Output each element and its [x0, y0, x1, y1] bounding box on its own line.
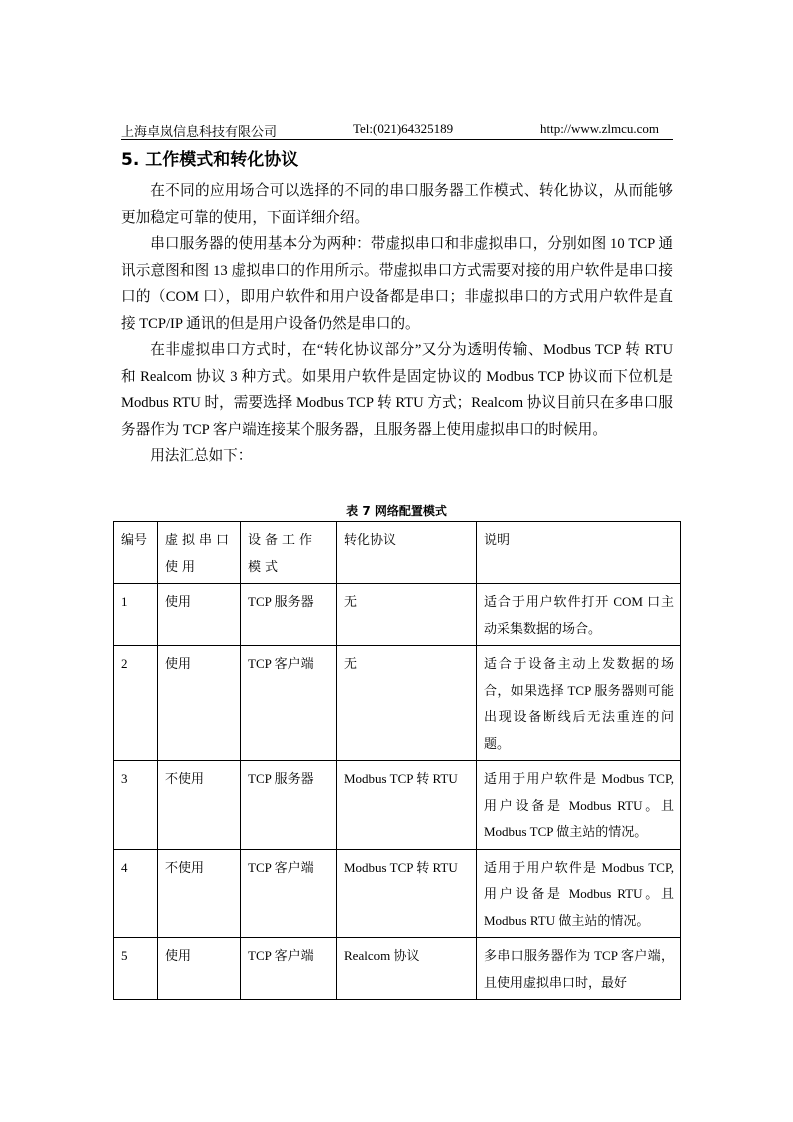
table-row [114, 938, 681, 1000]
cell-protocol: 无 [337, 584, 477, 646]
header-telephone: Tel:(021)64325189 [353, 121, 454, 136]
cell-description: 适用于用户软件是 Modbus TCP,用户设备是 Modbus RTU。且 Modbus RTU 做主站的情况。 [477, 849, 681, 938]
paragraph-serial-usage: 串口服务器的使用基本分为两种：带虚拟串口和非虚拟串口，分别如图 10 TCP 通讯示意图和图 13 虚拟串口的作用所示。带虚拟串口方式需要对接的用户软件是串口接口的（COM 口），即用户软件和用户设备都是串口；非虚拟串口的方式用户软件是直接 TCP/IP 通讯的但是用户设备仍然是串口的。 [121, 236, 673, 332]
paragraph-protocol-modes: 在非虚拟串口方式时，在“转化协议部分”又分为透明传输、Modbus TCP 转 RTU 和 Realcom 协议 3 种方式。如果用户软件是固定协议的 Modbus TCP 协议而下位机是 Modbus RTU 时，需要选择 Modbus TCP 转 RTU 方式；Realcom 协议目前只在多串口服务器作为 TCP 客户端连接某个服务器，且服务器上使用虚拟串口的时候用。 [121, 342, 673, 438]
header-protocol: 转化协议 [337, 522, 477, 584]
paragraph-intro: 在不同的应用场合可以选择的不同的串口服务器工作模式、转化协议，从而能够更加稳定可靠的使用，下面详细介绍。 [121, 183, 673, 226]
cell-description: 适用于用户软件是 Modbus TCP,用户设备是 Modbus RTU。且 Modbus TCP 做主站的情况。 [477, 761, 681, 850]
cell-protocol: 无 [337, 646, 477, 761]
cell-work-mode: TCP 客户端 [241, 938, 337, 1000]
table-caption: 表 7 网络配置模式 [346, 504, 447, 518]
table-row [114, 849, 681, 938]
table-row [114, 761, 681, 850]
network-config-table [113, 521, 681, 1000]
cell-number: 2 [114, 646, 158, 761]
cell-virtual-serial: 使用 [158, 584, 241, 646]
cell-protocol: Modbus TCP 转 RTU [337, 849, 477, 938]
cell-work-mode: TCP 服务器 [241, 584, 337, 646]
page-header [121, 121, 673, 140]
cell-work-mode: TCP 服务器 [241, 761, 337, 850]
section-title: 5. 工作模式和转化协议 [121, 150, 299, 170]
cell-protocol: Modbus TCP 转 RTU [337, 761, 477, 850]
cell-number: 3 [114, 761, 158, 850]
cell-virtual-serial: 使用 [158, 938, 241, 1000]
header-description: 说明 [477, 522, 681, 584]
cell-virtual-serial: 不使用 [158, 761, 241, 850]
cell-description: 适合于设备主动上发数据的场合，如果选择 TCP 服务器则可能出现设备断线后无法重连的问题。 [477, 646, 681, 761]
cell-number: 1 [114, 584, 158, 646]
paragraph-summary-lead: 用法汇总如下： [150, 448, 253, 464]
table-row [114, 646, 681, 761]
cell-protocol: Realcom 协议 [337, 938, 477, 1000]
cell-work-mode: TCP 客户端 [241, 646, 337, 761]
table-header-row [114, 522, 681, 584]
cell-virtual-serial: 使用 [158, 646, 241, 761]
header-work-mode: 设备工作模式 [241, 522, 337, 584]
cell-virtual-serial: 不使用 [158, 849, 241, 938]
cell-number: 5 [114, 938, 158, 1000]
header-website-url: http://www.zlmcu.com [539, 121, 659, 136]
cell-work-mode: TCP 客户端 [241, 849, 337, 938]
header-number: 编号 [114, 522, 158, 584]
cell-description: 适合于用户软件打开 COM 口主动采集数据的场合。 [477, 584, 681, 646]
body-text [121, 178, 673, 470]
header-virtual-serial: 虚拟串口使用 [158, 522, 241, 584]
header-company-name: 上海卓岚信息科技有限公司 [121, 124, 278, 139]
cell-number: 4 [114, 849, 158, 938]
cell-description: 多串口服务器作为 TCP 客户端，且使用虚拟串口时，最好 [477, 938, 681, 1000]
table-row [114, 584, 681, 646]
